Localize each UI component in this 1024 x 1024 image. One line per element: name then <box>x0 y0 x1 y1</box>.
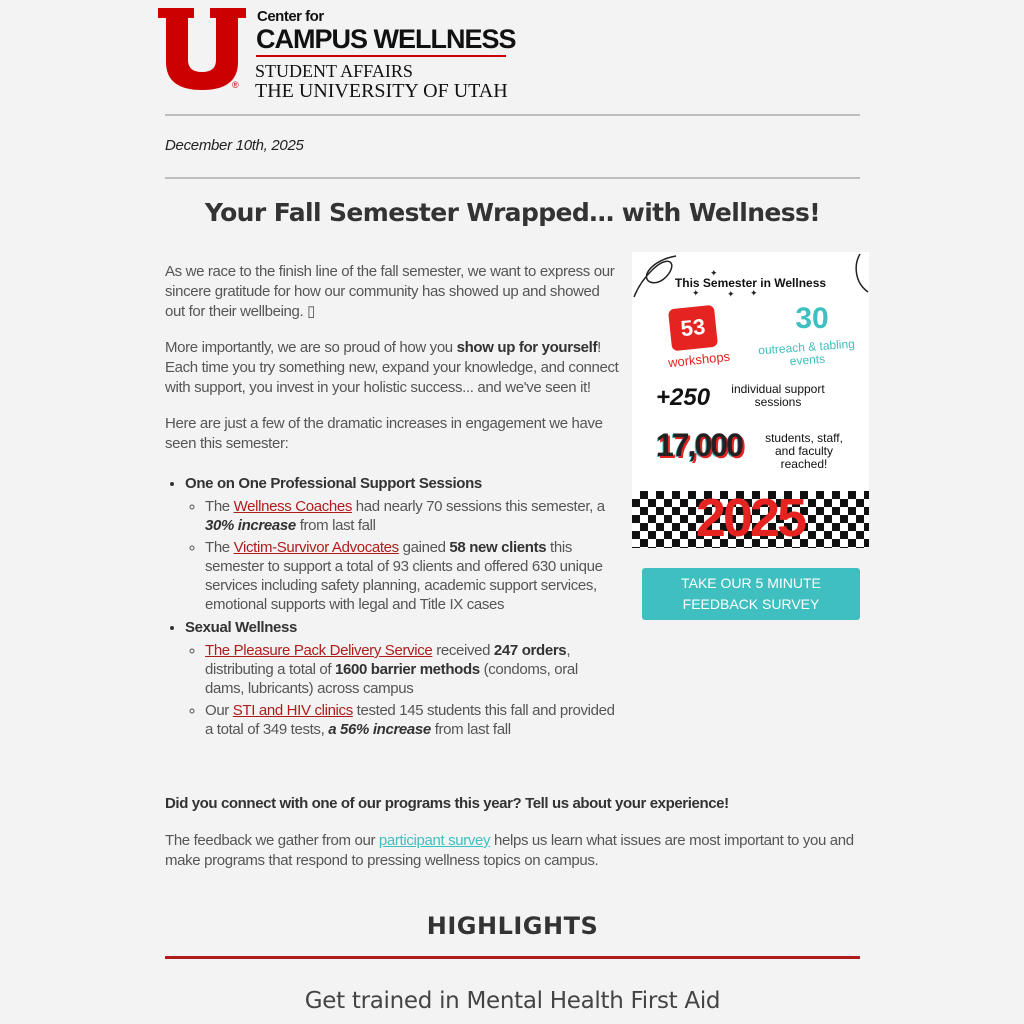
missing-glyph-icon: ▯ <box>307 303 316 320</box>
divider-top <box>165 114 860 116</box>
list-item <box>185 618 620 739</box>
list-item <box>185 474 620 614</box>
newsletter-title: Your Fall Semester Wrapped… with Wellness! <box>204 198 821 227</box>
outreach-count: 30 <box>795 302 829 335</box>
section-sexual-wellness: Sexual Wellness <box>185 619 298 636</box>
workshops-count: 53 <box>668 305 718 352</box>
newsletter-date: December 10th, 2025 <box>165 137 304 154</box>
pleasure-pack-link[interactable]: The Pleasure Pack Delivery Service <box>205 642 433 659</box>
feedback-paragraph: The feedback we gather from our participant survey helps us learn what issues are most important to you and make programs that respond to pressing wellness topics on campus. <box>165 832 854 869</box>
block-u-logo-icon <box>158 8 246 90</box>
experience-question: Did you connect with one of our programs this year? Tell us about your experience! <box>165 795 729 812</box>
list-item: ◦ The Wellness Coaches had nearly 70 sessions this semester, a 30% increase from last fall <box>205 497 620 535</box>
sti-hiv-clinics-link[interactable]: STI and HIV clinics <box>232 702 353 719</box>
outreach-label: outreach & tabling events <box>757 336 856 369</box>
intro-column <box>165 262 620 743</box>
highlights-heading: HIGHLIGHTS <box>426 912 599 940</box>
svg-text:✦: ✦ <box>692 288 700 298</box>
logo-divider <box>256 55 506 57</box>
list-item: ◦ Our STI and HIV clinics tested 145 students this fall and provided a total of 349 tests, a 56% increase from last fall <box>205 701 620 739</box>
wellness-coaches-link[interactable]: Wellness Coaches <box>233 498 352 515</box>
highlights-divider <box>165 956 860 959</box>
intro-paragraph-3: Here are just a few of the dramatic increases in engagement we have seen this semester: <box>165 415 603 452</box>
reached-count: 17,000 <box>656 427 742 463</box>
workshops-label: workshops <box>667 348 731 371</box>
participant-survey-link[interactable]: participant survey <box>378 832 491 849</box>
svg-text:✦: ✦ <box>710 268 718 278</box>
intro-paragraph-1: As we race to the finish line of the fall semester, we want to express our sincere gratitude for how our community has showed up and showed out for their wellbeing. ▯ <box>165 263 615 320</box>
svg-text:✦: ✦ <box>750 288 758 298</box>
list-item: ◦ The Pleasure Pack Delivery Service received 247 orders, distributing a total of 1600 barrier methods (condoms, oral dams, lubricants) across campus <box>205 641 620 698</box>
logo-pre-text: Center for <box>257 8 324 25</box>
logo-university: THE UNIVERSITY OF UTAH <box>255 80 508 102</box>
section-support-sessions: One on One Professional Support Sessions <box>185 475 482 492</box>
logo-student-affairs: STUDENT AFFAIRS <box>255 61 413 81</box>
semester-infographic <box>632 252 869 548</box>
infographic-title: This Semester in Wellness <box>674 276 827 290</box>
list-item: ◦ The Victim-Survivor Advocates gained 58 new clients this semester to support a total of 93 clients and offered 630 unique services including safety planning, academic support services, emotional supports with legal and Title IX cases <box>205 538 620 614</box>
logo-main-text: CAMPUS WELLNESS <box>256 24 516 54</box>
year-label: 2025 <box>695 488 805 548</box>
campus-wellness-logo[interactable] <box>158 8 518 104</box>
intro-paragraph-2: More importantly, we are so proud of how you show up for yourself! Each time you try something new, expand your knowledge, and connect with support, you invest in your holistic success... and we've seen it! <box>165 339 619 396</box>
svg-text:✦: ✦ <box>727 289 735 299</box>
mhfa-heading: Get trained in Mental Health First Aid <box>304 988 721 1014</box>
support-sessions-count: +250 <box>656 384 711 411</box>
support-sessions-label: individual support sessions <box>731 382 825 409</box>
registered-mark: ® <box>232 80 239 90</box>
divider-date <box>165 177 860 179</box>
engagement-list <box>165 474 620 739</box>
feedback-survey-button[interactable]: TAKE OUR 5 MINUTE FEEDBACK SURVEY <box>642 568 860 620</box>
victim-survivor-advocates-link[interactable]: Victim-Survivor Advocates <box>233 539 399 556</box>
reached-label: students, staff, and faculty reached! <box>765 431 843 471</box>
